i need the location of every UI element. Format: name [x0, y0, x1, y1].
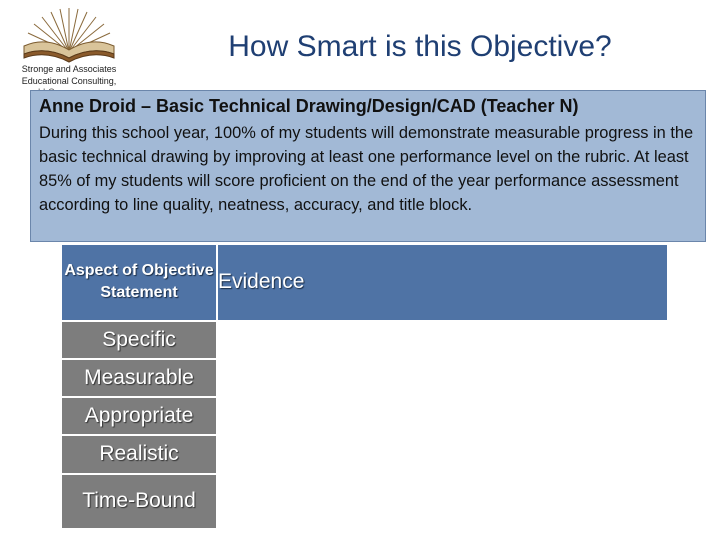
page-title: How Smart is this Objective?: [228, 30, 612, 63]
aspect-appropriate: Appropriate: [61, 397, 217, 435]
header-aspect: Aspect of Objective Statement: [61, 244, 217, 321]
evidence-specific[interactable]: [217, 321, 668, 359]
company-logo: [8, 6, 130, 102]
logo-text-line1: Stronge and Associates: [21, 64, 117, 74]
objective-statement-box: [30, 90, 706, 242]
aspect-realistic: Realistic: [61, 435, 217, 473]
smart-table: [60, 243, 669, 530]
evidence-appropriate[interactable]: [217, 397, 668, 435]
objective-text: During this school year, 100% of my students will demonstrate measurable progress in the basic technical drawing by improving at least one performance level on the rubric. At least 85% of my students will score proficient on the end of the year performance assessment according to line quality, neatness, accuracy, and title block.: [39, 124, 694, 214]
table-header-row: [61, 244, 668, 321]
evidence-realistic[interactable]: [217, 435, 668, 473]
table-row: [61, 435, 668, 473]
open-book-icon: [22, 6, 116, 64]
objective-heading: Anne Droid – Basic Technical Drawing/Design/CAD (Teacher N): [39, 96, 579, 116]
header-evidence: Evidence: [217, 244, 668, 321]
aspect-measurable: Measurable: [61, 359, 217, 397]
evidence-measurable[interactable]: [217, 359, 668, 397]
table-row: [61, 321, 668, 359]
aspect-time-bound: Time-Bound: [61, 474, 217, 529]
aspect-specific: Specific: [61, 321, 217, 359]
logo-text-line2: Educational Consulting,: [21, 76, 117, 86]
evidence-time-bound[interactable]: [217, 474, 668, 529]
table-row: [61, 474, 668, 529]
table-row: [61, 397, 668, 435]
table-row: [61, 359, 668, 397]
